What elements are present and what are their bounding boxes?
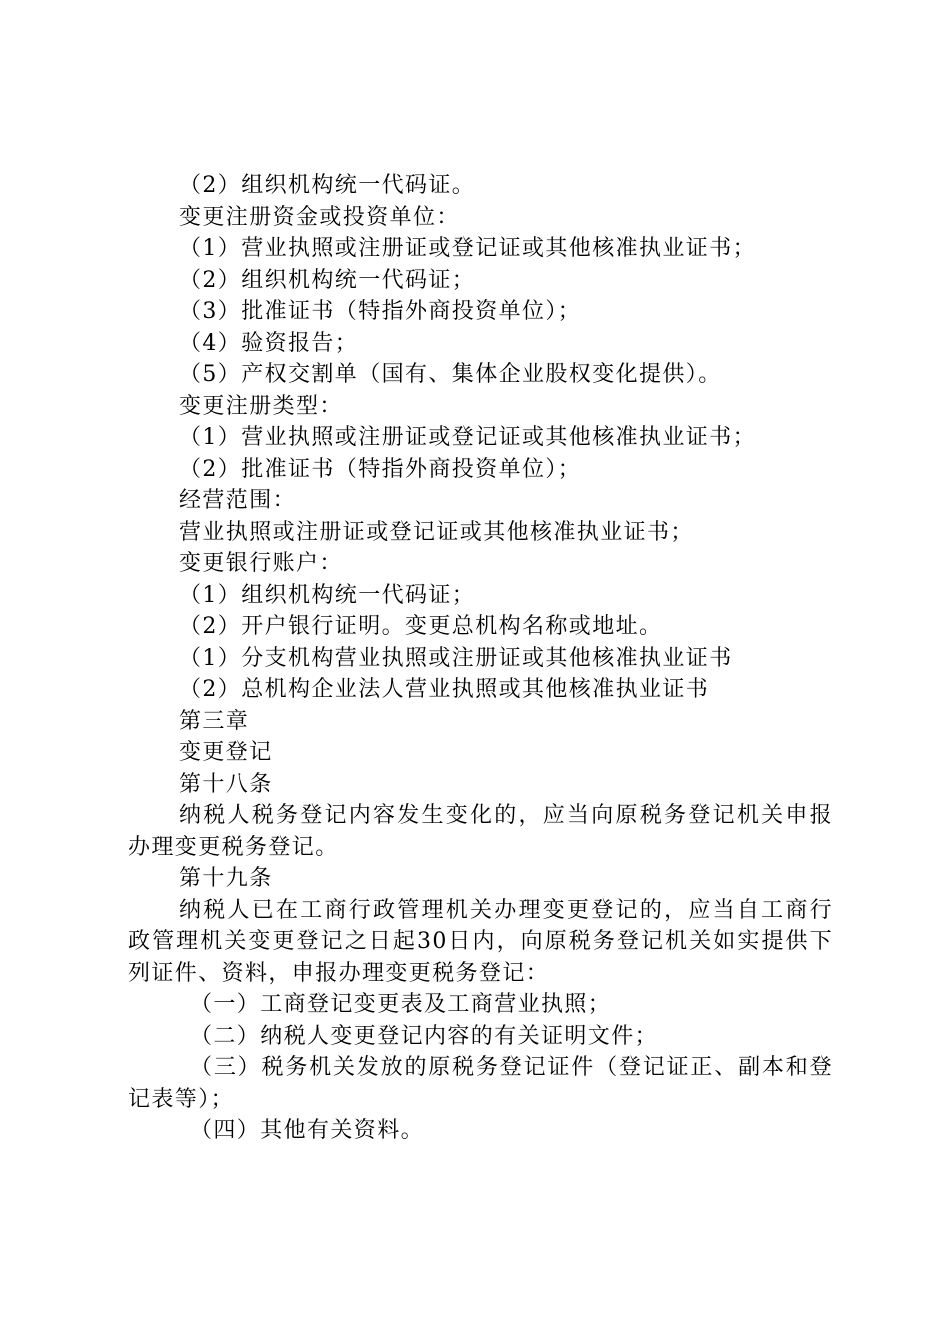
section-heading: 经营范围： (179, 488, 297, 513)
text-line: 营业执照或注册证或登记证或其他核准执业证书； (179, 519, 694, 545)
text-line: （4）验资报告； (179, 330, 359, 356)
document-body (128, 170, 833, 1147)
article-paragraph: 纳税人已在工商行政管理机关办理变更登记的，应当自工商行政管理机关变更登记之日起30日内，向原税务登记机关如实提供下列证件、资料，申报办理变更税务登记： (128, 897, 833, 986)
text-line: （3）批准证书（特指外商投资单位）； (179, 299, 582, 324)
text-line: （2）组织机构统一代码证； (179, 267, 476, 293)
text-line: （2）总机构企业法人营业执照或其他核准执业证书 (179, 677, 710, 702)
text-line: （1）组织机构统一代码证； (179, 582, 476, 608)
article-number: 第十九条 (179, 866, 273, 891)
text-line: （四）其他有关资料。 (190, 1118, 425, 1143)
text-line: （一）工商登记变更表及工商营业执照； (190, 992, 612, 1017)
text-line: （二）纳税人变更登记内容的有关证明文件； (190, 1023, 659, 1049)
text-line: （5）产权交割单（国有、集体企业股权变化提供）。 (179, 362, 722, 387)
article-paragraph: 纳税人税务登记内容发生变化的，应当向原税务登记机关申报办理变更税务登记。 (128, 803, 833, 860)
chapter-title: 第三章 (179, 708, 250, 734)
section-heading: 变更注册资金或投资单位： (179, 204, 460, 230)
text-line: （1）分支机构营业执照或注册证或其他核准执业证书 (179, 645, 733, 671)
article-number: 第十八条 (179, 771, 273, 797)
text-line: （1）营业执照或注册证或登记证或其他核准执业证书； (179, 425, 756, 450)
chapter-subtitle: 变更登记 (179, 740, 273, 765)
text-line: （2）开户银行证明。变更总机构名称或地址。 (179, 614, 663, 639)
section-heading: 变更注册类型： (179, 393, 343, 419)
section-heading: 变更银行账户： (179, 551, 343, 576)
text-line: （2）批准证书（特指外商投资单位）； (179, 456, 582, 482)
text-line: （2）组织机构统一代码证。 (179, 173, 476, 198)
text-line: （1）营业执照或注册证或登记证或其他核准执业证书； (179, 236, 756, 261)
article-paragraph: （三）税务机关发放的原税务登记证件（登记证正、副本和登记表等）； (128, 1055, 833, 1112)
